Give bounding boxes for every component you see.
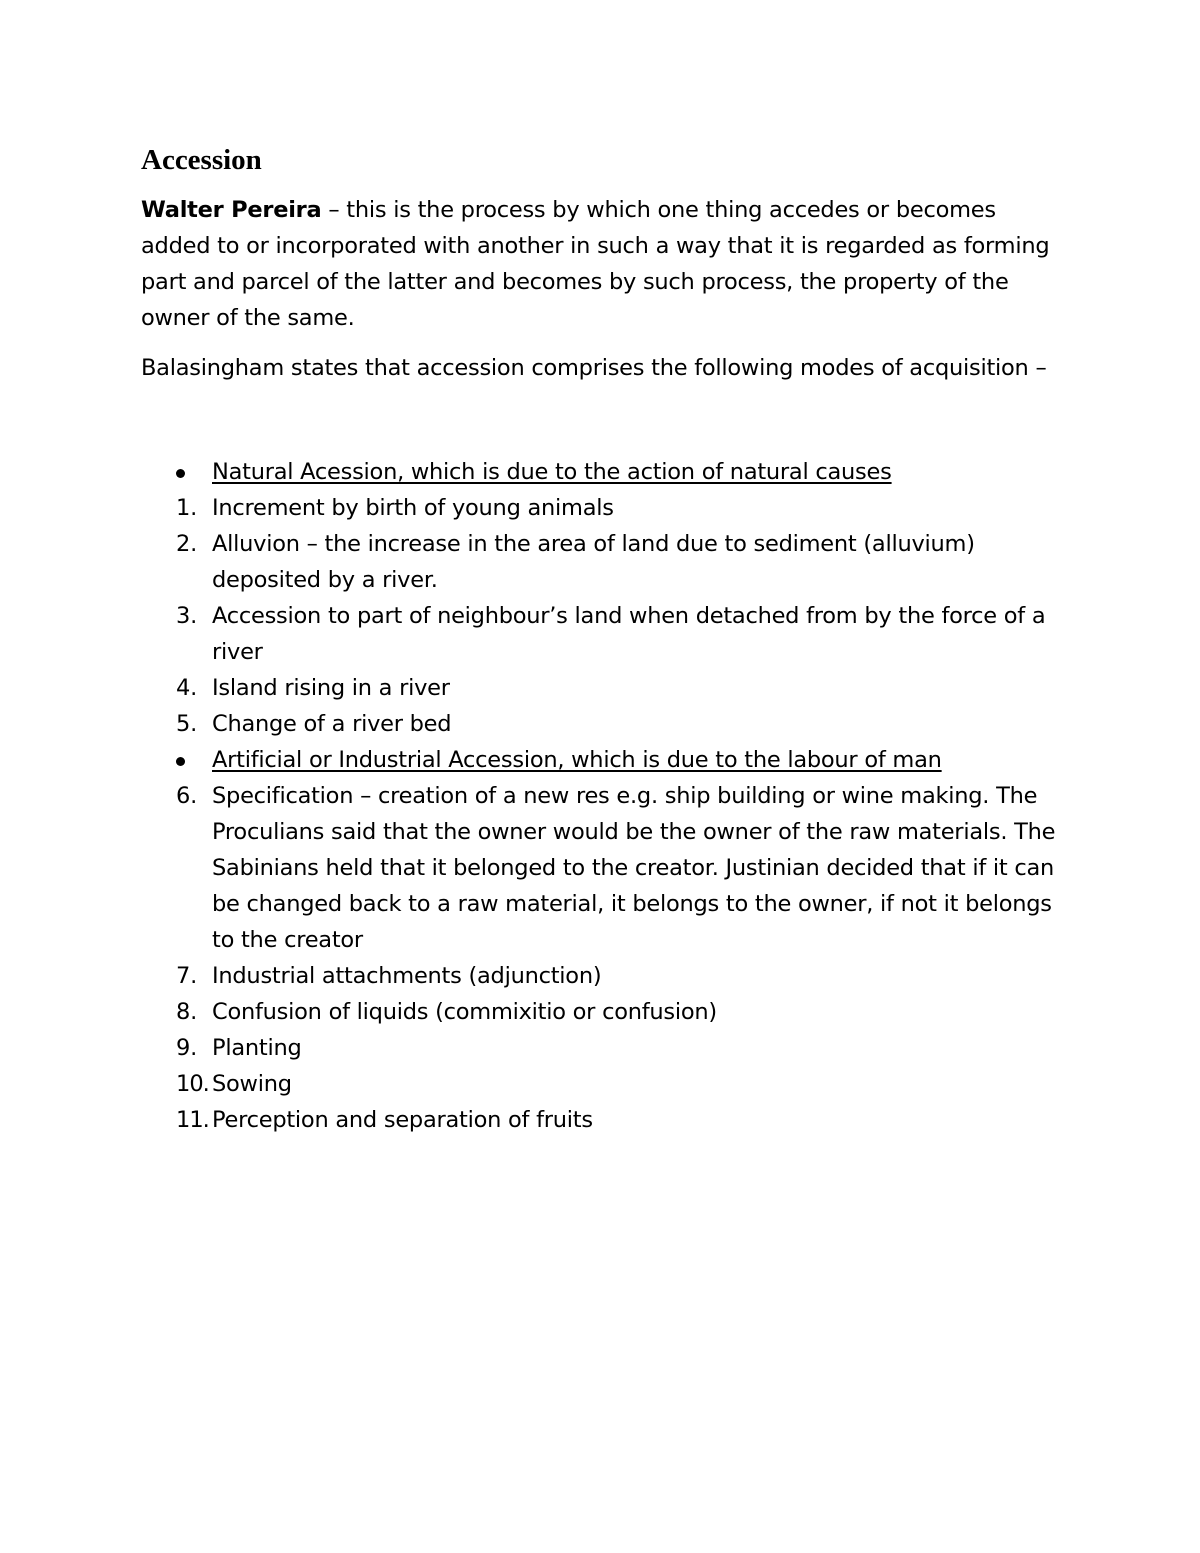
list-item-text: Alluvion – the increase in the area of land due to sediment (alluvium) deposited by a river. bbox=[212, 531, 975, 593]
list-item bbox=[141, 1030, 1071, 1066]
list-item bbox=[141, 598, 1071, 670]
list-item bbox=[141, 1102, 1071, 1138]
modes-list bbox=[141, 454, 1071, 1138]
list-item bbox=[141, 670, 1071, 706]
list-item bbox=[141, 706, 1071, 742]
list-heading-natural bbox=[141, 454, 1071, 490]
list-item-text: Sowing bbox=[212, 1071, 292, 1097]
definition-author: Walter Pereira bbox=[141, 197, 322, 223]
list-number: 3. bbox=[176, 603, 197, 629]
list-item bbox=[141, 994, 1071, 1030]
list-item bbox=[141, 1066, 1071, 1102]
list-item-text: Increment by birth of young animals bbox=[212, 495, 614, 521]
list-number: 10. bbox=[176, 1071, 209, 1097]
intro-paragraph: Balasingham states that accession comprises the following modes of acquisition – bbox=[141, 355, 1047, 381]
document-page bbox=[141, 138, 1071, 1138]
list-item-text: Artificial or Industrial Accession, which is due to the labour of man bbox=[212, 747, 942, 773]
list-number: 9. bbox=[176, 1035, 197, 1061]
list-item-text: Change of a river bed bbox=[212, 711, 452, 737]
list-number: 8. bbox=[176, 999, 197, 1025]
list-number: 4. bbox=[176, 675, 197, 701]
list-item-text: Natural Acession, which is due to the action of natural causes bbox=[212, 459, 892, 485]
list-number: 7. bbox=[176, 963, 197, 989]
bullet-icon bbox=[176, 757, 185, 766]
definition-text: – this is the process by which one thing accedes or becomes added to or incorporated with another in such a way that it is regarded as forming part and parcel of the latter and becomes by such process, the property of the owner of the same. bbox=[141, 197, 1050, 331]
list-item-text: Perception and separation of fruits bbox=[212, 1107, 593, 1133]
list-item bbox=[141, 490, 1071, 526]
list-item bbox=[141, 958, 1071, 994]
document-title: Accession bbox=[141, 144, 262, 176]
list-item-text: Confusion of liquids (commixitio or confusion) bbox=[212, 999, 717, 1025]
list-item-text: Accession to part of neighbour’s land when detached from by the force of a river bbox=[212, 603, 1046, 665]
list-number: 5. bbox=[176, 711, 197, 737]
list-number: 1. bbox=[176, 495, 197, 521]
list-number: 6. bbox=[176, 783, 197, 809]
list-heading-artificial bbox=[141, 742, 1071, 778]
bullet-icon bbox=[176, 469, 185, 478]
list-item bbox=[141, 778, 1071, 958]
list-item bbox=[141, 526, 1071, 598]
list-item-text: Industrial attachments (adjunction) bbox=[212, 963, 602, 989]
list-item-text: Planting bbox=[212, 1035, 302, 1061]
list-item-text: Island rising in a river bbox=[212, 675, 450, 701]
list-number: 2. bbox=[176, 531, 197, 557]
list-item-text: Specification – creation of a new res e.g. ship building or wine making. The Proculians said that the owner would be the owner of the raw materials. The Sabinians held that it belonged to the creator. Justinian decided that if it can be changed back to a raw material, it belongs to the owner, if not it belongs to the creator bbox=[212, 783, 1056, 953]
definition-paragraph bbox=[141, 192, 1071, 336]
list-number: 11. bbox=[176, 1107, 209, 1133]
